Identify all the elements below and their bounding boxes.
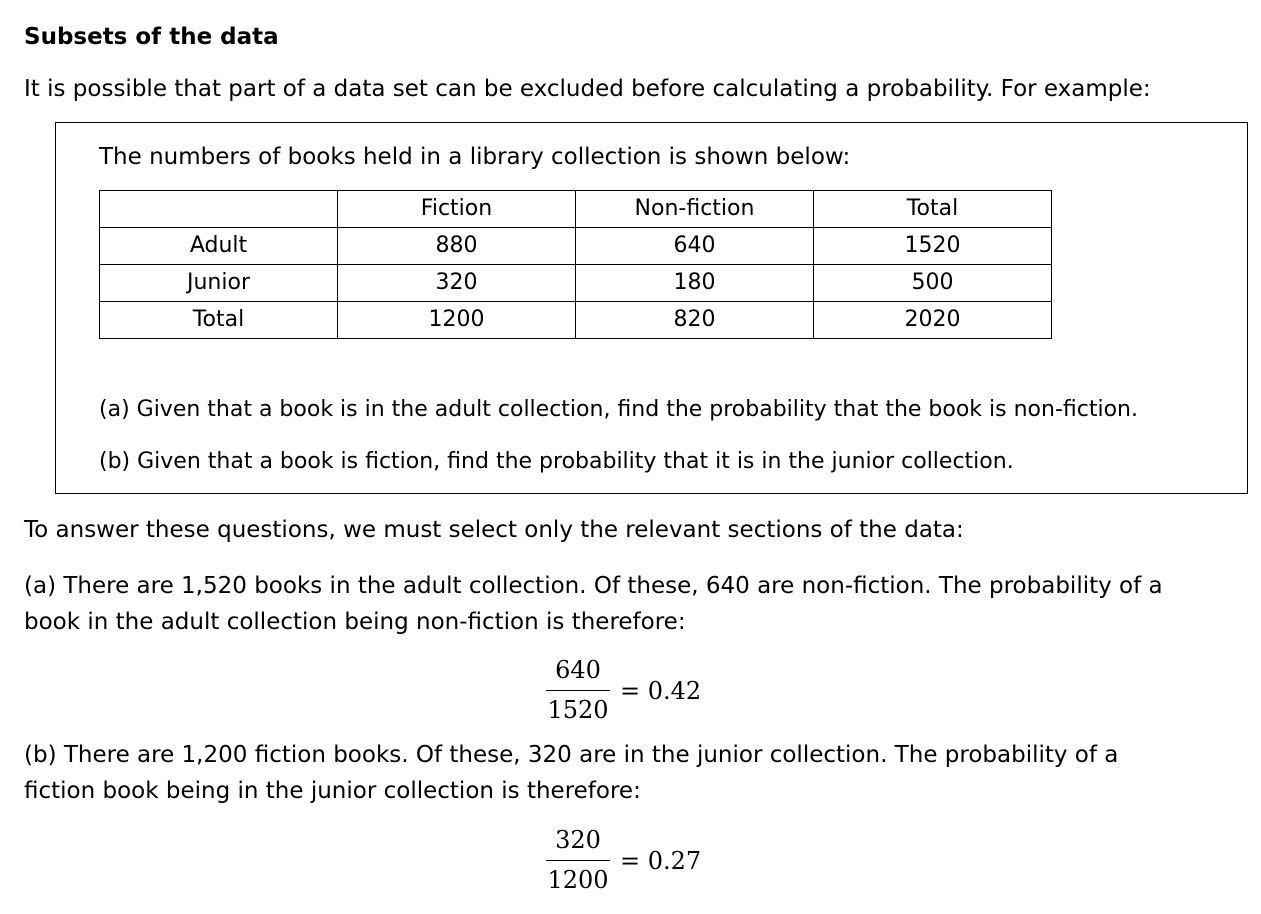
fraction-bar: [546, 860, 610, 861]
intro-paragraph: It is possible that part of a data set can be excluded before calculating a probability. For example:: [24, 76, 1151, 102]
answer-a-line1: (a) There are 1,520 books in the adult collection. Of these, 640 are non-fiction. The probability of a: [24, 573, 1163, 599]
table-cell: 820: [576, 302, 814, 339]
answer-a-line2: book in the adult collection being non-fiction is therefore:: [24, 609, 686, 635]
table-header-row: [100, 191, 1052, 228]
fraction-b-denominator: 1200: [547, 866, 609, 894]
table-header-cell: [100, 191, 338, 228]
table-cell: 320: [338, 265, 576, 302]
question-a: (a) Given that a book is in the adult collection, find the probability that the book is non-fiction.: [99, 397, 1138, 422]
result-a: = 0.42: [620, 677, 702, 705]
table-cell: Total: [100, 302, 338, 339]
table-cell: 880: [338, 228, 576, 265]
books-table: [99, 190, 1052, 339]
result-b: = 0.27: [620, 847, 702, 875]
table-cell: 500: [814, 265, 1052, 302]
table-row: [100, 228, 1052, 265]
fraction-b-numerator: 320: [555, 826, 601, 854]
answer-intro: To answer these questions, we must select only the relevant sections of the data:: [24, 517, 964, 543]
table-cell: 2020: [814, 302, 1052, 339]
table-header-cell: Total: [814, 191, 1052, 228]
table-header-cell: Fiction: [338, 191, 576, 228]
fraction-bar: [546, 690, 610, 691]
fraction-a-denominator: 1520: [547, 696, 609, 724]
fraction-a: [546, 656, 610, 724]
answer-b-line2: fiction book being in the junior collection is therefore:: [24, 778, 641, 804]
table-cell: 1200: [338, 302, 576, 339]
answer-b-line1: (b) There are 1,200 fiction books. Of these, 320 are in the junior collection. The probability of a: [24, 742, 1119, 768]
fraction-b: [546, 826, 610, 894]
table-row: [100, 302, 1052, 339]
table-row: [100, 265, 1052, 302]
table-header-cell: Non-fiction: [576, 191, 814, 228]
example-intro: The numbers of books held in a library collection is shown below:: [99, 144, 851, 170]
table-cell: 180: [576, 265, 814, 302]
question-b: (b) Given that a book is fiction, find the probability that it is in the junior collection.: [99, 449, 1014, 474]
table-cell: 640: [576, 228, 814, 265]
table-cell: Junior: [100, 265, 338, 302]
table-cell: Adult: [100, 228, 338, 265]
fraction-a-numerator: 640: [555, 656, 601, 684]
table-cell: 1520: [814, 228, 1052, 265]
section-heading: Subsets of the data: [24, 24, 279, 50]
